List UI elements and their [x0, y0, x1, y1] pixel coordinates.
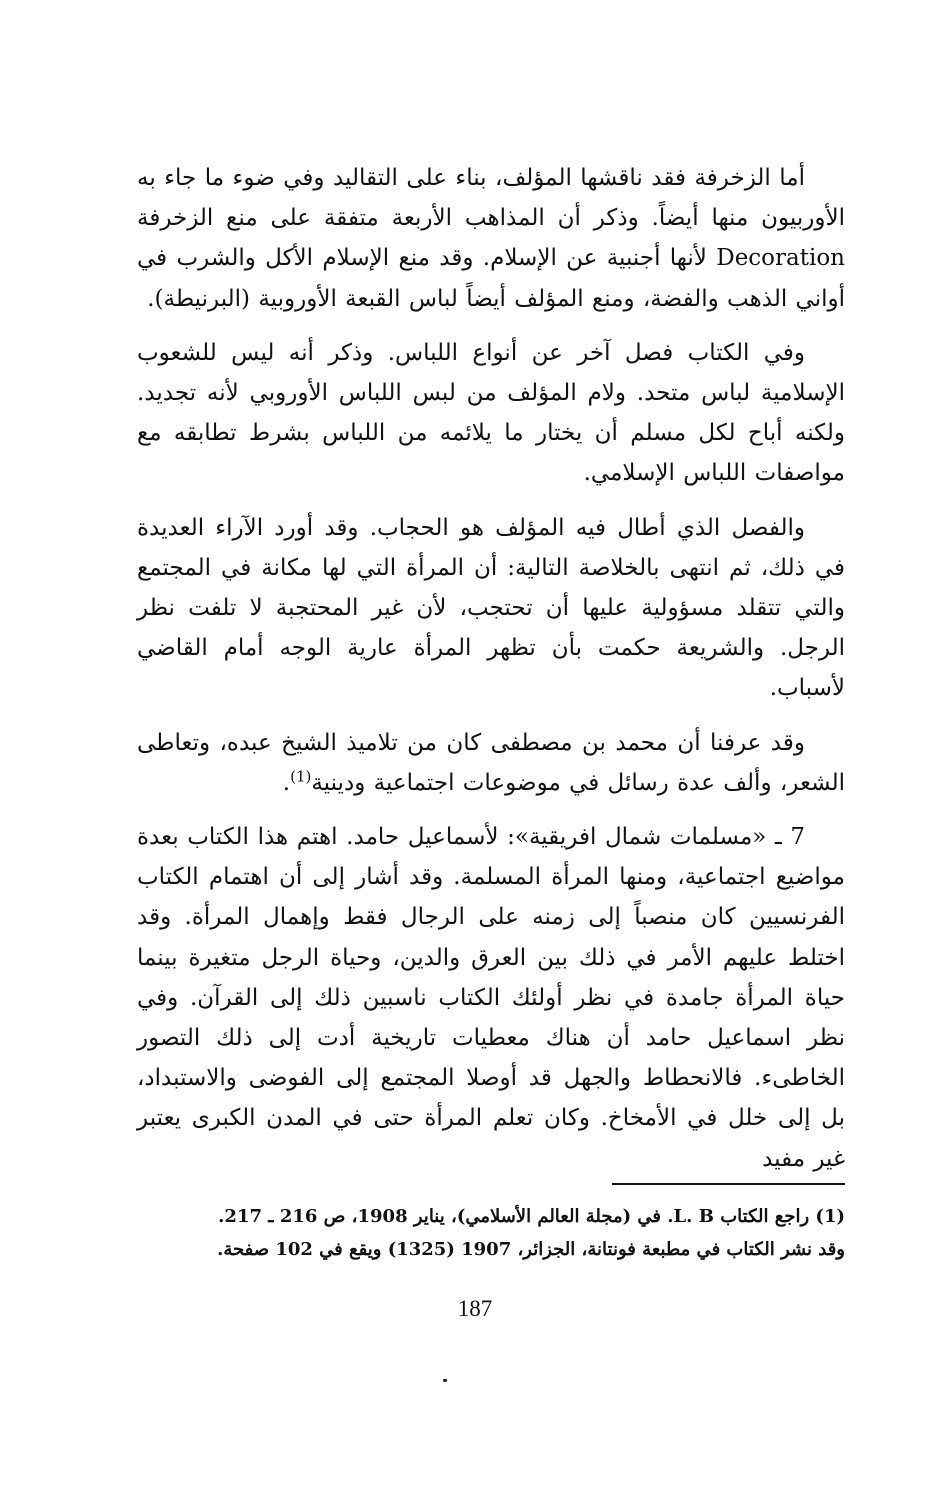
paragraph-author-bio-text: وقد عرفنا أن محمد بن مصطفى كان من تلاميذ الشيخ عبده، وتعاطى الشعر، وألف عدة رسائل في موضوعات اجتماعية ودينية — [137, 729, 845, 796]
paragraph-north-african-women: 7 ـ «مسلمات شمال افريقية»: لأسماعيل حامد. اهتم هذا الكتاب بعدة مواضيع اجتماعية، ومنها المرأة المسلمة. وقد أشار إلى أن اهتمام الكتاب الفرنسيين كان منصباً إلى زمنه على الرجال فقط وإهمال المرأة. وقد اختلط عليهم الأمر في ذلك بين العرق والدين، وحياة الرجل متغيرة بينما حياة المرأة جامدة في نظر أولئك الكتاب ناسبين ذلك إلى القرآن. وفي نظر اسماعيل حامد أن هناك معطيات تاريخية أدت إلى ذلك التصور الخاطىء. فالانحطاط والجهل قد أوصلا المجتمع إلى الفوضى والاستبداد، بل إلى خلل في الأمخاخ. وكان تعلم المرأة حتى في المدن الكبرى يعتبر غير مفيد — [137, 824, 845, 1172]
main-text — [137, 158, 845, 1193]
paragraph-hijab: والفصل الذي أطال فيه المؤلف هو الحجاب. وقد أورد الآراء العديدة في ذلك، ثم انتهى بالخلاصة التالية: أن المرأة التي لها مكانة في المجتمع والتي تتقلد مسؤولية عليها أن تحتجب، لأن غير المحتجبة لا تلفت نظر الرجل. والشريعة حكمت بأن تظهر المرأة عارية الوجه أمام القاضي لأسباب. — [137, 514, 845, 702]
paragraph-decoration: أما الزخرفة فقد ناقشها المؤلف، بناء على التقاليد وفي ضوء ما جاء به الأوربيون منها أيضاً. وذكر أن المذاهب الأربعة متفقة على منع الزخرفة Decoration لأنها أجنبية عن الإسلام. وقد منع الإسلام الأكل والشرب في أواني الذهب والفضة، ومنع المؤلف أيضاً لباس القبعة الأوروبية (البرنيطة). — [137, 165, 845, 312]
footnote-marker[interactable]: (1) — [290, 767, 312, 786]
paragraph-clothing: وفي الكتاب فصل آخر عن أنواع اللباس. وذكر أنه ليس للشعوب الإسلامية لباس متحد. ولام المؤلف من لبس اللباس الأوروبي لأنه تجديد. ولكنه أباح لكل مسلم أن يختار ما يلائمه من اللباس بشرط تطابقه مع مواصفات اللباس الإسلامي. — [137, 339, 845, 487]
footnote-line: وقد نشر الكتاب في مطبعة فونتانة، الجزائر، 1907 (1325) ويقع في 102 صفحة. — [217, 1239, 845, 1260]
page-number: 187 — [457, 1296, 493, 1321]
paragraph-author-bio — [137, 723, 845, 803]
footnotes — [137, 1200, 845, 1266]
footnote-line: (1) راجع الكتاب L. B. في (مجلة العالم الأسلامي)، يناير 1908، ص 216 ـ 217. — [218, 1206, 845, 1227]
scan-speck — [443, 1379, 447, 1382]
paragraph-author-bio-end: . — [282, 769, 291, 796]
footnote-separator — [612, 1183, 845, 1185]
